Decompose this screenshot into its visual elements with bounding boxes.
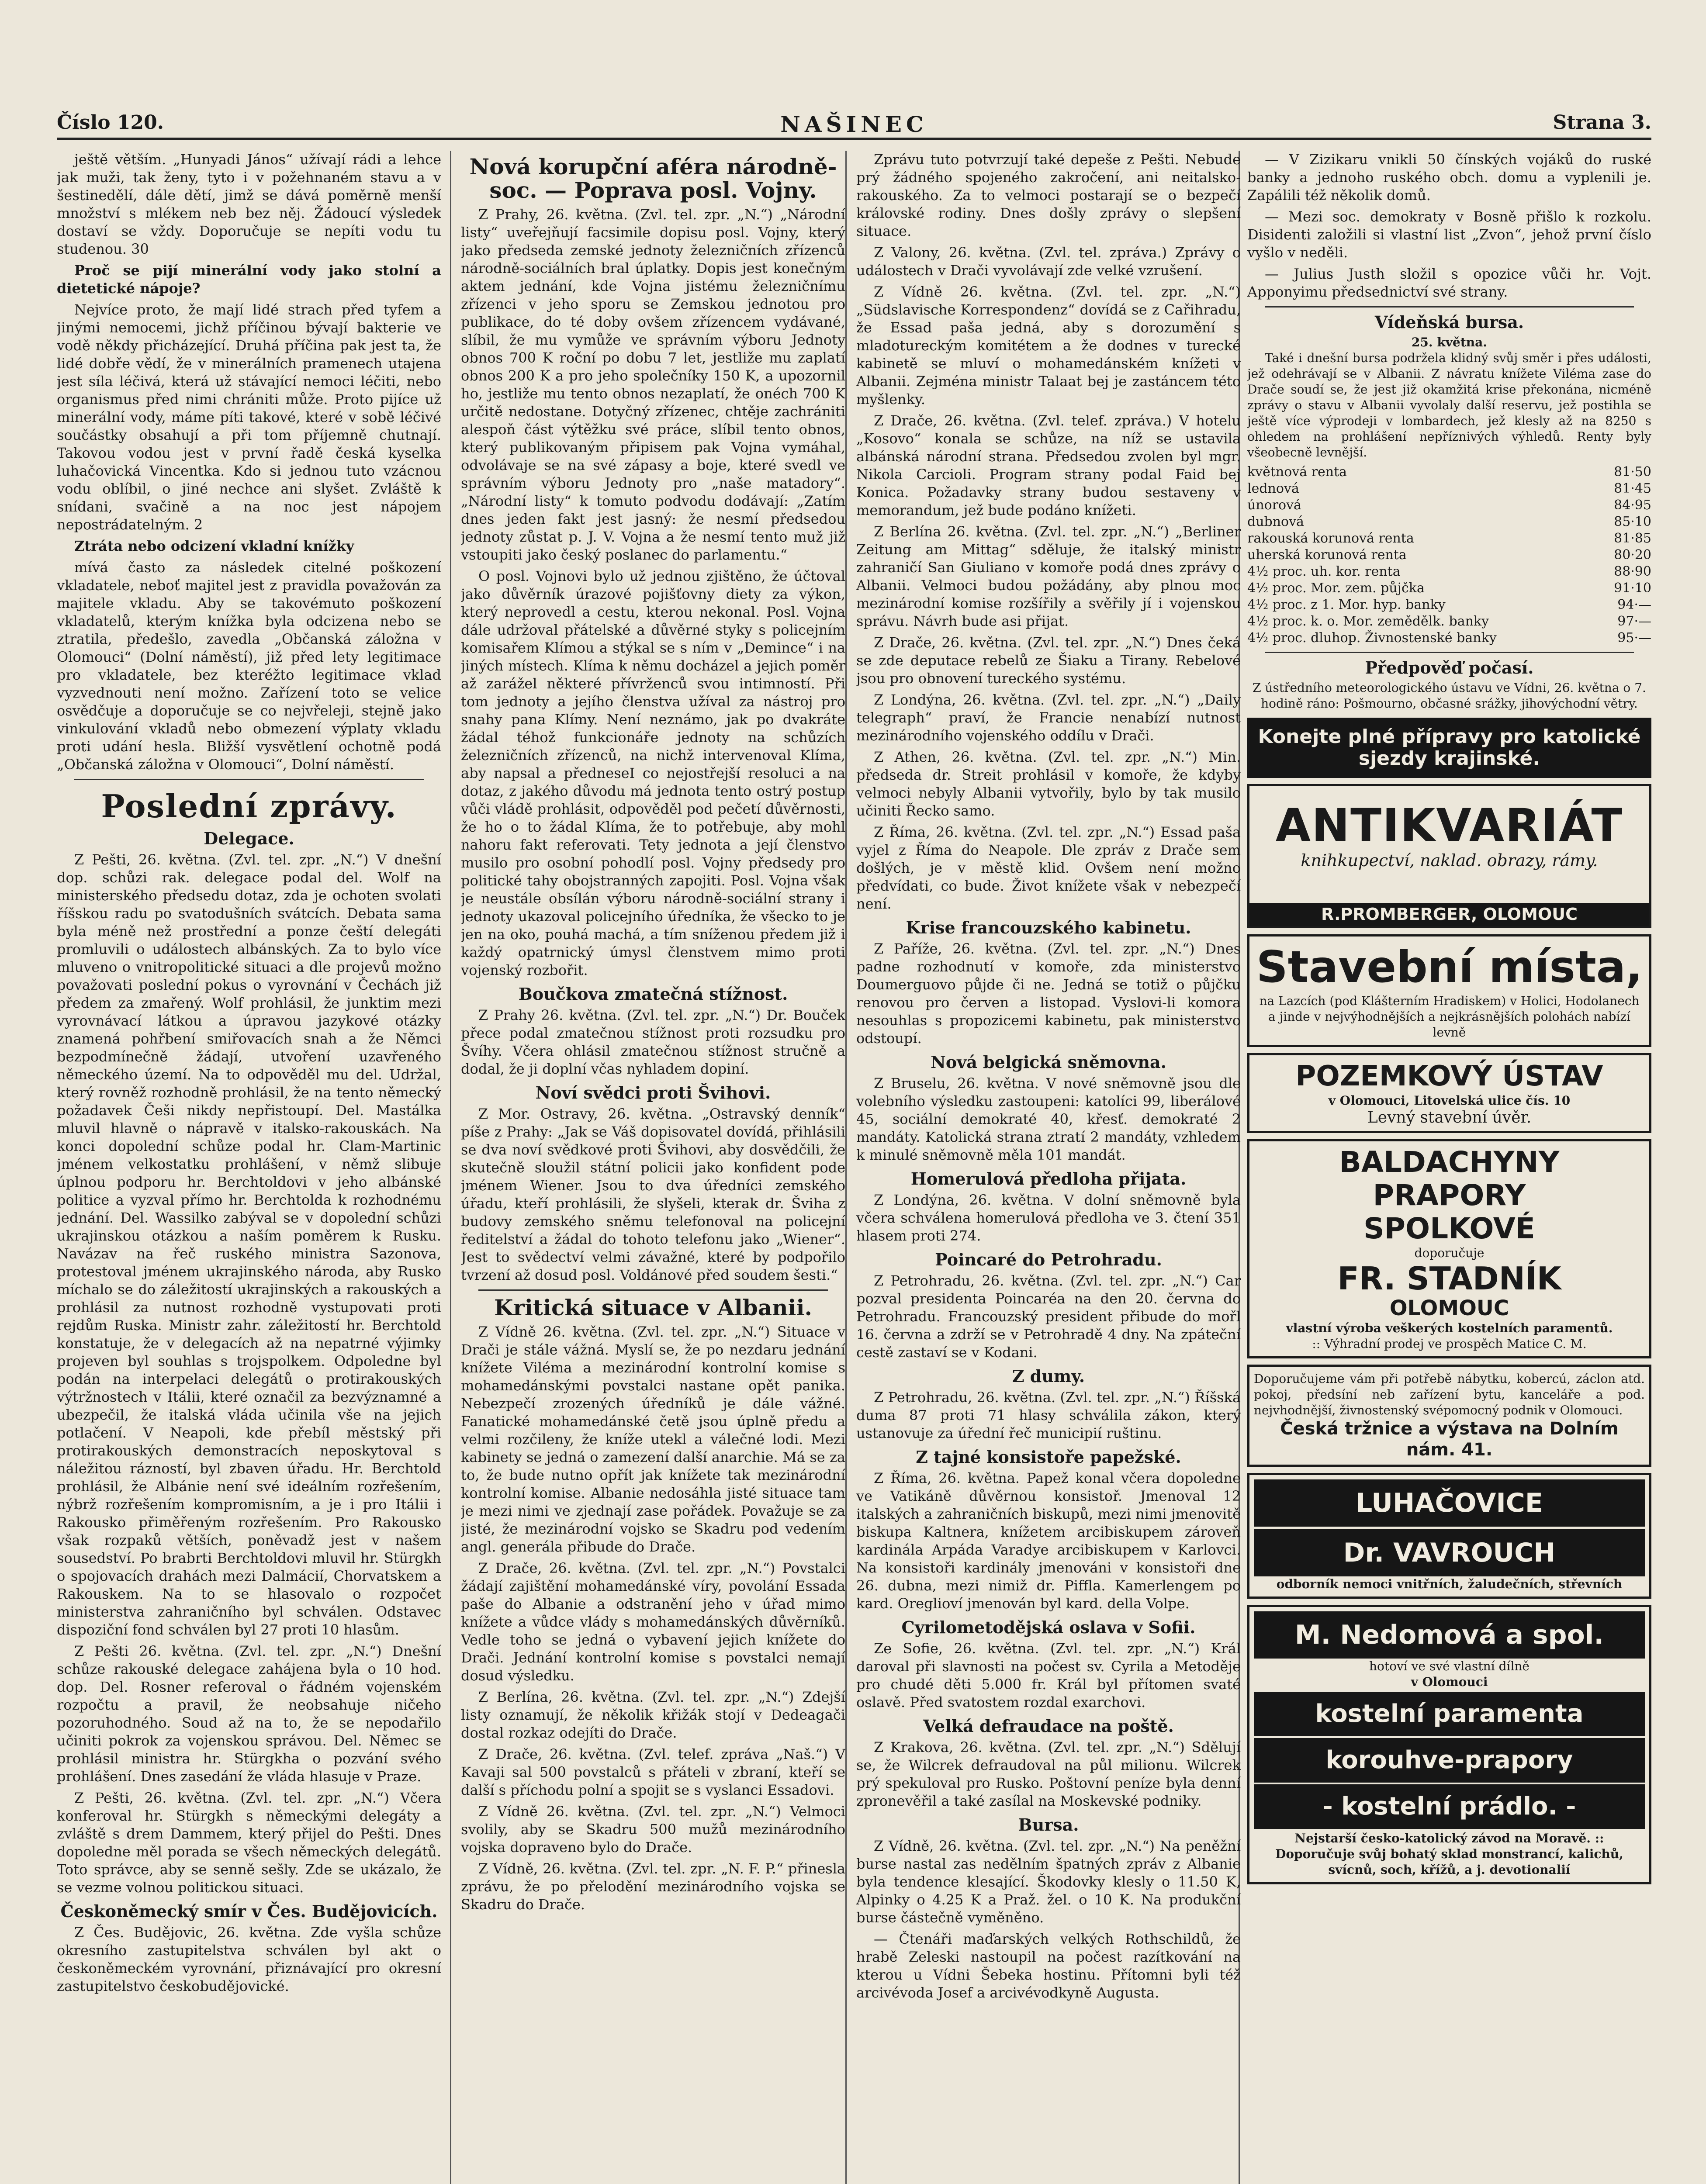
ad-luhacovice	[1247, 1473, 1651, 1599]
ad-text: Doporučujeme vám při potřebě nábytku, kobercú, záclon atd. pokoj, předsíní neb zařízení bytu, kanceláře a pod. nejvhodnější, živnostenský svépomocný podnik v Olomouci.	[1254, 1372, 1645, 1417]
article-paragraph: Z Berlína 26. května. (Zvl. tel. zpr. „N.“) „Berliner Zeitung am Mittag“ sděluje, že italský ministr zahraničí San Giuliano v komoře podá dnes zprávy o Albanii. Velmoci budou požádány, aby plnou moc mezinárodní komise rozšířily a svěřily jí i vojenskou správu. Návrh bude asi přijat.	[856, 523, 1241, 629]
bourse-row	[1247, 580, 1651, 597]
bourse-row	[1247, 547, 1651, 563]
article-paragraph: Z Berlína, 26. května. (Zvl. tel. zpr. „N.“) Zdejší listy oznamují, že několik křižák stojí v Dedeagači dostal rozkaz odejíti do Drače.	[461, 1689, 845, 1741]
ad-city: v Olomouci	[1411, 1675, 1488, 1689]
article-paragraph: Z Krakova, 26. května. (Zvl. tel. zpr. „N.“) Sdělují se, že Wilcrek defraudoval na půl milionu. Wilcrek prý spekuloval pro Rusko. Poštovní peníze byla denní zpronevěřil a také zasílal na Moskevské podniky.	[856, 1739, 1241, 1809]
bourse-row	[1247, 563, 1651, 580]
ad-title: ANTIKVARIÁT	[1275, 799, 1623, 852]
column-rule	[450, 151, 451, 2184]
article-paragraph: Z Pešti, 26. května. (Zvl. tel. zpr. „N.“) V dnešní dop. schůzi rak. delegace podal del. Wolf na ministerského předsedu dotaz, zda je ochoten svolati říšskou radu po svatodušních svátcích. Debata sama byla méně než prostřední a ponze čeští delegáti promluvili o událostech albánských. Za to bylo více mluveno o vnitropolitické situaci a dle projevů možno považovati poslední pokus o vyrovnání v Čechách již předem za zmařený. Wolf prohlásil, že junktim mezi vyrovnávací látkou a úpravou jazykové otázky znamená pohřbení smiřovacích snah a že Němci bezpodmínečně žádají, utvoření uzavřeného německého území. Na to odpověděl mu del. Udržal, který rovněž rozhodně prohlásil, že na tento německý požadavek Češi nikdy nepřistoupí. Del. Mastálka mluvil hlavně o nápravě v italsko-rakouskách. Na konci dopolední schůze podal hr. Clam-Martinic jménem velkostatku prohlášení, v němž slibuje úplnou podporu hr. Berchtoldovi v jeho albánské politice a vyzval přímo hr. Berchtolda k rozhodnému jednání. Del. Wassilko zabýval se v dopolední schůzi ukrajinskou otázkou a naším poměrem k Rusku. Navázav na řeč ruského ministra Sazonova, protestoval jménem ukrajinského národa, aby Rusko míchalo se do záležitostí ukrajinských a rakouských a prohlásil za nutnost rozhodně vystupovati proti rejdům Ruska. Ministr zahr. záležitostí hr. Berchtold konstatuje, že v delegacích až na nepatrné výjimky projeven byl souhlas s trojspolkem. Odpoledne byl podán na interpelaci delegátů o protirakouských výtržnostech v Itálii, které označil za bezvýznamné a ubezpečil, že italská vláda učinila vše na jejich potlačení. V Neapoli, kde přebíl městský při protirakouských demonstracích neposkytoval s náležitou rázností, byl zbaven úřadu. Hr. Berchtold prohlásil, že Albánie není své ideálním rozřešením, nýbrž rozřešením kompromisním, a je i pro Itálii i Rakousko přiměřeným rozřešením. Pro Rakousko však rozpaků větších, poněvadž jest v našem sousedství. Po brabrti Berchtoldovi mluvil hr. Stürgkh o spojovacích drahách mezi Dalmácií, Chorvatskem a Rakouskem. Na to se hlasovalo o rozpočet ministerstva zahraničního byl schválen. Odstavec dispoziční fond schválen byl 27 proti 10 hlasům.	[57, 851, 441, 1638]
bourse-security: 4½ proc. Mor. zem. půjčka	[1247, 581, 1425, 596]
article-paragraph: Z Vídně 26. května. (Zvl. tel. zpr. „N.“) „Südslavische Korrespondenz“ dovídá se z Cařihradu, že Essad paša jedná, aby s dorozumění s mladotureckým komitétem a že dodnes v turecké kabinetě se mluví o mohamedánském knížeti v Albanii. Zejména ministr Talaat bej je zastáncem této myšlenky.	[856, 283, 1241, 408]
ad-note: :: Výhradní prodej ve prospěch Matice C. M.	[1312, 1337, 1587, 1351]
bourse-value: 97·—	[1617, 614, 1651, 629]
article-paragraph: Z Mor. Ostravy, 26. května. „Ostravský denník“ píše z Prahy: „Jak se Váš dopisovatel dovídá, přihlásili se dva noví svědkové proti Švihovi, aby dosvědčili, že skutečně sloužil státní policii jako konfident pode jménem Wiener. Jsou to dva úředníci zemského úřadu, kteří prohlásili, že slyšeli, kterak dr. Šviha z budovy zemského sněmu telefonoval na policejní ředitelství a žádal do tohoto telefonu jako „Wiener“. Jest to svědectví velmi závažné, které by podpořilo tvrzení až dosud posl. Voldánové před soudem šesti.“	[461, 1106, 845, 1283]
ad-name: R.PROMBERGER, OLOMOUC	[1249, 903, 1649, 926]
article-heading: Poincaré do Petrohradu.	[935, 1250, 1162, 1269]
article-heading: Předpověď počasí.	[1365, 658, 1534, 677]
article-paragraph: Z Drače, 26. května. (Zvl. telef. zpráva.) V hotelu „Kosovo“ konala se schůze, na níž se ustavila albánská národní strana. Předsedou zvolen byl mgr. Nikola Carcioli. Program strany podal Faid bej Konica. Požadavky strany budou sestaveny v memorandum, jež bude podáno knížeti.	[856, 412, 1241, 518]
bourse-row	[1247, 480, 1651, 497]
article-heading: Velká defraudace na poště.	[923, 1716, 1174, 1736]
ad-title: M. Nedomová a spol.	[1254, 1611, 1645, 1659]
weather-forecast: Z ústředního meteorologického ústavu ve Vídni, 26. května o 7. hodině ráno: Pošmourno, občasné srážky, jihovýchodní větry.	[1253, 681, 1646, 711]
article-heading: Proč se pijí minerální vody jako stolní a dietetické nápoje?	[57, 262, 441, 297]
bourse-security: 4½ proc. z 1. Mor. hyp. banky	[1247, 597, 1446, 612]
article-paragraph: Z Londýna, 26. května. V dolní sněmovně byla včera schválena homerulová předloha ve 3. čtení 351 hlasem proti 274.	[856, 1192, 1241, 1244]
article-heading: Bursa.	[1018, 1815, 1079, 1835]
bourse-row	[1247, 530, 1651, 547]
bourse-row	[1247, 630, 1651, 646]
ad-name: Česká tržnice a výstava na Dolním nám. 41.	[1280, 1419, 1619, 1460]
article-paragraph: Z Athen, 26. května. (Zvl. tel. zpr. „N.“) Min. předseda dr. Streit prohlásil v komoře, že kdyby velmoci nebyly Albanii vytvořily, bylo by tak musilo učiniti Řecko samo.	[856, 749, 1241, 819]
ad-title: LUHAČOVICE	[1254, 1479, 1645, 1527]
article-paragraph: Také i dnešní bursa podržela klidný svůj směr i přes události, jež odehrávají se v Albanii. Z návratu knížete Viléma zase do Drače soudí se, že jest již okamžitá krise překonána, nicméně zprávy o stavu v Albanii vyvolaly další reservu, jež postihla se ještě více výprodeji v lombardech, jež klesly až na 8250 s ohledem na prohlášení nepříznivých výhledů. Renty byly všeobecně levnější.	[1247, 351, 1651, 460]
section-title: Poslední zprávy.	[101, 788, 397, 825]
article-paragraph: Z Drače, 26. května. (Zvl. tel. zpr. „N.“) Dnes čeká se zde deputace rebelů ze Šiaku a Tirany. Rebelové jsou pro obnovení tureckého systému.	[856, 634, 1241, 687]
bourse-value: 91·10	[1614, 581, 1651, 596]
article-paragraph: mívá často za následek citelné poškození vkladatele, neboť majitel jest z pravidla považován za majitele vkladu. Aby se takovémuto poškození vkladatelů, kterým knížka byla odcizena nebo se ztratila, předešlo, zavedla „Občanská záložna v Olomouci“ (Dolní náměstí), již před lety legitimace pro vkladatele, bez kteréžto legitimace vklad vyzvednouti není možno. Zařízení toto se velice osvědčuje a doporučuje se co nejvřeleji, stejně jako vinkulování vkladů nebo obmezení výplaty vkladu proti udání hesla. Bližší vysvětlení ochotně podá „Občanská záložna v Olomouci“, Dolní náměstí.	[57, 559, 441, 773]
bourse-security: únorová	[1247, 498, 1301, 513]
article-paragraph: Zprávu tuto potvrzují také depeše z Pešti. Nebude prý žádného spojeného zakročení, ani neitalsko-rakouského. Za to velmoci postarají se o bezpečí královské rodiny. Dnes došly zprávy o slepšení situace.	[856, 151, 1241, 239]
bourse-security: květnová renta	[1247, 464, 1347, 480]
ad-ceska-trznice	[1247, 1365, 1651, 1467]
ad-text: doporučuje	[1414, 1246, 1485, 1260]
ad-text: na Lazcích (pod Klášterním Hradiskem) v Holici, Hodolanech a jinde v nejvýhodnějších a nejkrásnějších polohách nabízí levně	[1259, 994, 1640, 1040]
bursa-date: 25. května.	[1411, 335, 1488, 349]
article-paragraph: Z Bruselu, 26. května. V nové sněmovně jsou dle volebního výsledku zastoupeni: katolíci 99, liberálové 45, sociální demokraté 40, křesť. demokraté 2 mandáty. Katolická strana ztratí 2 mandáty, vzhledem k minulé sněmovně měla 101 mandát.	[856, 1075, 1241, 1163]
article-paragraph: Z Prahy 26. května. (Zvl. tel. zpr. „N.“) Dr. Bouček přece podal zmatečnou stížnost proti rozsudku pro Švíhy. Včera ohlásil zmatečnou stížnost stručně a dodal, že ji doplní včas nyhladem dopiní.	[461, 1007, 845, 1077]
bourse-row	[1247, 497, 1651, 514]
ad-katolicke-sjezdy: Konejte plné přípravy pro katolické sjezdy krajinské.	[1247, 718, 1651, 778]
article-heading: Nová belgická sněmovna.	[931, 1052, 1166, 1072]
column-3	[856, 151, 1241, 2184]
ad-name: Dr. VAVROUCH	[1254, 1529, 1645, 1576]
ad-line: kostelní paramenta	[1254, 1692, 1645, 1736]
bourse-row	[1247, 613, 1651, 630]
article-paragraph: Z Říma, 26. května. (Zvl. tel. zpr. „N.“) Essad paša vyjel z Říma do Neapole. Dle zpráv z Drače sem došlých, je v městě klid. Ovšem není možno předvídati, co bude. Život knížete však v nebezpečí není.	[856, 824, 1241, 912]
article-paragraph: — V Zizikaru vnikli 50 čínských vojáků do ruské banky a jednoho ruského obch. domu a vyplenili je. Zapálili též několik domů.	[1247, 151, 1651, 204]
article-paragraph: Z Drače, 26. května. (Zvl. tel. zpr. „N.“) Povstalci žádají zajištění mohamedánské víry, povolání Essada paše do Albanie a odstranění jeho v úřad mimo knížete a vůdce vlády s mohamedánských důvěrníků. Vedle toho se jedná o vybavení jejich knížete do Drači. Jednání kontrolní komise s povstalci nemají dosud výsledku.	[461, 1560, 845, 1684]
article-heading: Kritická situace v Albanii.	[494, 1295, 812, 1320]
article-paragraph: — Čtenáři maďarských velkých Rothschildů, že hrabě Zeleski nastoupil na počest razítkování na kterou u Vídni Šebeka hostinu. Přítomni byli též arcivévoda Josef a arcivévodkyně Augusta.	[856, 1931, 1241, 2001]
article-paragraph: Z Říma, 26. května. Papež konal včera dopoledne ve Vatikáně důvěrnou konsistoř. Jmenoval 12 italských a zahraničních biskupů, mezi nimi jmenovitě biskupa Kaltnera, knížetem arcibiskupem zároveň kardinála Arpáda Varadye arcibiskupem v Karlovci. Na konsistoři kardinály jmenováni v konsistoři dne 26. dubna, mezi nimiž dr. Piffla. Kamerlengem po kard. Oreglioví jmenován byl kard. della Volpe.	[856, 1470, 1241, 1612]
ad-subtitle: knihkupectví, naklad. obrazy, rámy.	[1301, 851, 1598, 870]
article-paragraph: ještě větším. „Hunyadi János“ užívají rádi a lehce jak muži, tak ženy, tyto i v požehnaném stavu a v šestinedělí, dále dětí, jimž se dává poměrně menší množství s mlékem neb bez něj. Žádoucí výsledek dostaví se vždy. Doporučuje se nepíti vodu tu studenou. 30	[57, 151, 441, 257]
article-paragraph: Z Drače, 26. května. (Zvl. telef. zpráva „Naš.“) V Kavaji sal 500 povstalců s přáteli v zbraní, kteří se další s příchodu polní a spojit se s vyslanci Essadovi.	[461, 1746, 845, 1798]
article-paragraph: — Julius Justh složil s opozice vůči hr. Vojt. Apponyimu předsednictví své strany.	[1247, 266, 1651, 300]
article-paragraph: Z Vídně, 26. května. (Zvl. tel. zpr. „N. F. P.“ přinesla zprávu, že po přelodění mezinárodního vojska se Skadru do Drače.	[461, 1860, 845, 1913]
bourse-row	[1247, 464, 1651, 480]
ad-line: SPOLKOVÉ	[1363, 1212, 1535, 1245]
masthead: NAŠINEC	[780, 111, 928, 137]
divider	[1265, 652, 1634, 653]
article-paragraph: Ze Sofie, 26. května. (Zvl. tel. zpr. „N.“) Král daroval při slavnosti na počest sv. Cyrila a Metoděje pro chudé děti 5.000 fr. Král byl přítomen svaté oslavě. Před svatostem rozdal exarchovi.	[856, 1640, 1241, 1711]
article-paragraph: Z Prahy, 26. května. (Zvl. tel. zpr. „N.“) „Národní listy“ uveřejňují facsimile dopisu posl. Vojny, který jako předseda zemské jednoty železničních zřízenců národně-sociálních bral úplatky. Dopis jest konečným aktem jednání, kde Vojna jistému železničnímu zřízenci v jeho sporu se Zemskou jednotou pro publikace, do té doby ovšem zřízencem vydávané, slíbil, že mu vymůže ve správním výboru Jednoty obnos 700 K roční po dobu 7 let, jestliže mu zaplatí obnos 200 K a pro jeho společníky 150 K, a upozornil ho, jestliže mu tento obnos nezaplatí, že onéch 700 K určitě nedostane. Dotyčný zřízenec, chtěje zachrániti alespoň část výtěžku své práce, slíbil tento obnos, který publikovaným připisem pak Vojna vymáhal, odvolávaje se na své zápasy a boje, které svedl ve správním výboru Jednoty pro „naše matadory“. „Národní listy“ k tomuto podvodu dodávají: „Zatím dnes jeden fakt jest jasný: že nesmí předsedou jednoty zůstat p. J. V. Vojna a že nesmí tento muž již vstoupiti jako český poslanec do parlamentu.“	[461, 206, 845, 563]
bourse-value: 85·10	[1614, 514, 1651, 529]
article-paragraph: Nejvíce proto, že mají lidé strach před tyfem a jinými nemocemi, jichž příčinou bývají bakterie ve vodě někdy přicházející. Druhá příčina pak jest ta, že lidé dobře vědí, že v minerálních pramenech utajena jest síla léčivá, která už stávající nemoci léčiti, nebo organismus před nimi chrániti může. Proto pijíce už minerální vody, máme píti takové, které v sobě léčivé součástky obsahují a při tom příjemně chutnají. Takovou vodou jest v první řadě česká kyselka luhačovická Vincentka. Kdo si jednou tuto vzácnou vodu oblíbil, o jiné nechce ani slyšet. Zvláště k snídani, svačině a na noc jest nápojem nepostrádatelným. 2	[57, 301, 441, 533]
ad-line: korouhve-prapory	[1254, 1738, 1645, 1783]
divider	[74, 779, 424, 780]
bourse-value: 94·—	[1617, 597, 1651, 612]
bourse-value: 84·95	[1614, 498, 1651, 513]
article-paragraph: Z Petrohradu, 26. května. (Zvl. tel. zpr. „N.“) Říšská duma 87 proti 71 hlasy schválila zákon, který ustanovuje za úřední řeč municipií ruštinu.	[856, 1389, 1241, 1441]
page-number: Strana 3.	[1553, 111, 1651, 134]
bourse-value: 88·90	[1614, 564, 1651, 579]
ad-pozemkovy-ustav	[1247, 1053, 1651, 1133]
article-paragraph: Z Vídně 26. května. (Zvl. tel. zpr. „N.“) Situace v Drači je stále vážná. Myslí se, že po nezdaru jednání knížete Viléma a mezinárodní kontrolní komise s mohamedánskými povstalci nastane opět panika. Nebezpečí zrozených úředníků je dále vážné. Fanatické mohamedánské četě jsou úplně předu a velmi rozčileny, že kníže utekl a válečné lodi. Mezi kabinety se jedná o zamezení další anarchie. Má se za to, že bude nutno opřít jak knížete tak mezinárodní kontrolní komise. Albanie nedosáhla jisté situace tam je mezi nimi ve zjednají zase pořádek. Považuje se za jisté, že mezinárodní vojsko se Skadru pod vedením angl. generála přibude do Drače.	[461, 1324, 845, 1555]
ad-line: PRAPORY	[1373, 1178, 1526, 1212]
bourse-security: 4½ proc. uh. kor. renta	[1247, 564, 1401, 579]
article-paragraph: Z Pešti 26. května. (Zvl. tel. zpr. „N.“) Dnešní schůze rakouské delegace zahájena byla o 10 hod. dop. Del. Rosner referoval o řádném vojenském rozpočtu a pravil, že neobsahuje ničeho pozoruhodného. Soud až na to, že se nepodařilo učiniti pokrok za vojenskou správou. Del. Němec se prohlásil ministra hr. Stürgkha o pozvání svého prohlášení. Dnes zasedání že vláda hlasuje v Praze.	[57, 1643, 441, 1785]
column-2	[461, 151, 845, 2184]
article-paragraph: O posl. Vojnovi bylo už jednou zjištěno, že účtoval jako důvěrník úrazové pojišťovny diety za výkon, který neprovedl a cestu, kterou nekonal. Posl. Vojna dále udržoval přátelské a důvěrné styky s policejním komisařem Klímou a stýkal se s ním v „Demince“ i na jiných místech. Klíma k němu docházel a jejich poměr až zarážel některé přívrženců svou intimností. Při tom jednoty a jejího členstva užíval za nástroj pro snahy pana Klímy. Není neznámo, jak po dvakráte žádal téhož funkcionáře jednoty na schůzích železničních zřízenců, na nichž intervenoval Klíma, aby napsal a předneseI co nejostřejší resoluci a na dotaz, z jakého důvodu má jednota tento ostrý postup vůči vládě prohlásit, odpověděl pod pečetí důvěrnosti, že ho o to žádal Klíma, že to potřebuje, aby mohl nahoru fakt referovati. Tety jednota a její členstvo musilo pro osobní pohodlí posl. Vojny předsedy pro politické tahy obojstranných zapojiti. Posl. Vojna však je neustále obsílán výboru národně-sociální strany i jednoty ukazoval policejního úředníka, že všecko to je jen na oko, pouhá machá, a tím sníženou předem již i každý opatrnický úmysl členstvem mimo proti vojenský rozbořit.	[461, 568, 845, 978]
article-paragraph: Z Valony, 26. května. (Zvl. tel. zpráva.) Zprávy o událostech v Drači vyvolávají zde velké vzrušení.	[856, 244, 1241, 279]
article-paragraph: Z Londýna, 26. května. (Zvl. tel. zpr. „N.“) „Daily telegraph“ praví, že Francie nenabízí nutnost mezinárodního vojenského oddílu v Drači.	[856, 691, 1241, 744]
article-paragraph: Z Čes. Budějovic, 26. května. Zde vyšla schůze okresního zastupitelstva schválen byl akt o českoněmeckém vyrovnání, přiznávající pro okresní zastupitelstvo českobudějovické.	[57, 1924, 441, 1994]
bourse-value: 80·20	[1614, 547, 1651, 563]
bourse-security: 4½ proc. dluhop. Živnostenské banky	[1247, 630, 1497, 646]
page-header	[57, 111, 1651, 140]
ad-stadnik	[1247, 1139, 1651, 1358]
bourse-security: rakouská korunová renta	[1247, 531, 1414, 546]
bourse-value: 95·—	[1617, 630, 1651, 646]
ad-nedomova	[1247, 1605, 1651, 1884]
ad-text: Levný stavební úvěr.	[1367, 1109, 1532, 1127]
bourse-table	[1247, 464, 1651, 646]
article-heading: Cyrilometodějská oslava v Sofii.	[901, 1617, 1196, 1637]
article-paragraph: Z Vídně, 26. května. (Zvl. tel. zpr. „N.“) Na peněžní burse nastal zas nedělním špatných zpráv z Albanie byla tendence klesající. Škodovky klesly o 11.50 K, Alpinky o 4.25 K a Praž. žel. o 10 K. Na produkční burse částečně vyměněno.	[856, 1838, 1241, 1926]
bourse-value: 81·50	[1614, 464, 1651, 480]
ad-text: hotoví ve své vlastní dílně	[1369, 1659, 1530, 1673]
ad-address: v Olomouci, Litovelská ulice čís. 10	[1328, 1093, 1571, 1108]
article-heading: Noví svědci proti Švihovi.	[535, 1083, 771, 1102]
column-4	[1247, 151, 1651, 2184]
divider	[1265, 306, 1634, 308]
ad-title: POZEMKOVÝ ÚSTAV	[1295, 1060, 1603, 1092]
article-heading: Ztráta nebo odcizení vkladní knížky	[74, 538, 354, 554]
article-heading: Boučkova zmatečná stížnost.	[518, 984, 788, 1004]
ad-line: BALDACHYNY	[1339, 1145, 1560, 1179]
article-paragraph: — Mezi soc. demokraty v Bosně přišlo k rozkolu. Disidenti založili si vlastní list „Zvon“, jehož první číslo vyšlo v neděli.	[1247, 208, 1651, 261]
bourse-value: 81·45	[1614, 481, 1651, 496]
bourse-security: lednová	[1247, 481, 1299, 496]
bourse-row	[1247, 514, 1651, 530]
article-heading: Delegace.	[204, 829, 294, 848]
article-heading: Krise francouzského kabinetu.	[906, 918, 1191, 937]
ad-antikvariat	[1247, 784, 1651, 928]
article-heading: Vídeňská bursa.	[1374, 312, 1524, 332]
column-1	[57, 151, 441, 2184]
divider	[478, 1289, 828, 1291]
article-paragraph: Z Petrohradu, 26. května. (Zvl. tel. zpr. „N.“) Car pozval presidenta Poincaréa na den 20. června do Petrohradu. Francouzský president přibude do mořl 16. června a zdrží se v Petrohradě 4 dny. Na zpáteční cestě zastaví se v Kodani.	[856, 1272, 1241, 1361]
article-paragraph: Z Pešti, 26. května. (Zvl. tel. zpr. „N.“) Včera konferoval hr. Stürgkh s německými delegáty a zvláště s drem Dammem, který přijel do Pešti. Dnes dopoledne měl porada se všech německých delegátů. Toto správce, aby se senně sešly. Zde se ukázalo, že se vezme volnou politickou situaci.	[57, 1790, 441, 1896]
ad-name: FR. STADNÍK	[1337, 1260, 1561, 1297]
article-paragraph: Z Paříže, 26. května. (Zvl. tel. zpr. „N.“) Dnes padne rozhodnutí v komoře, zda ministerstvo Doumerguovo půjde či ne. Jedná se totiž o půjčku renovou pro červen a listopad. Vyslovi-li komora nesouhlas s propozicemi kabinetu, pak ministerstvo odstoupí.	[856, 940, 1241, 1047]
ad-text: Nejstarší česko-katolický závod na Moravě. :: Doporučuje svůj bohatý sklad monstrancí, kalichů, svícnů, soch, křížů, a j. devotionalií	[1275, 1831, 1623, 1877]
bourse-value: 81·85	[1614, 531, 1651, 546]
article-heading: Homerulová předloha přijata.	[910, 1169, 1187, 1189]
ad-city: OLOMOUC	[1389, 1296, 1509, 1320]
article-heading: Z dumy.	[1012, 1366, 1085, 1386]
bourse-security: uherská korunová renta	[1247, 547, 1407, 563]
ad-title: Stavební místa,	[1256, 941, 1643, 992]
bourse-security: dubnová	[1247, 514, 1304, 529]
article-heading: Z tajné konsistoře papežské.	[916, 1447, 1181, 1467]
bourse-security: 4½ proc. k. o. Mor. zemědělk. banky	[1247, 614, 1489, 629]
bourse-row	[1247, 597, 1651, 613]
article-heading: Nová korupční aféra národně-soc. — Poprava posl. Vojny.	[469, 154, 837, 203]
article-heading: Českoněmecký smír v Čes. Budějovicích.	[60, 1901, 438, 1921]
article-paragraph: Z Vídně 26. května. (Zvl. tel. zpr. „N.“) Velmoci svolily, aby se Skadru 500 mužů mezinárodního vojska dopraveno bylo do Drače.	[461, 1803, 845, 1856]
ad-stavebni-mista	[1247, 934, 1651, 1047]
issue-number: Číslo 120.	[57, 111, 164, 134]
column-rule	[845, 151, 847, 2184]
ad-line: - kostelní prádlo. -	[1254, 1784, 1645, 1829]
ad-text: vlastní výroba veškerých kostelních paramentů.	[1286, 1321, 1613, 1335]
ad-text: odborník nemoci vnitřních, žaludečních, střevních	[1276, 1577, 1623, 1591]
